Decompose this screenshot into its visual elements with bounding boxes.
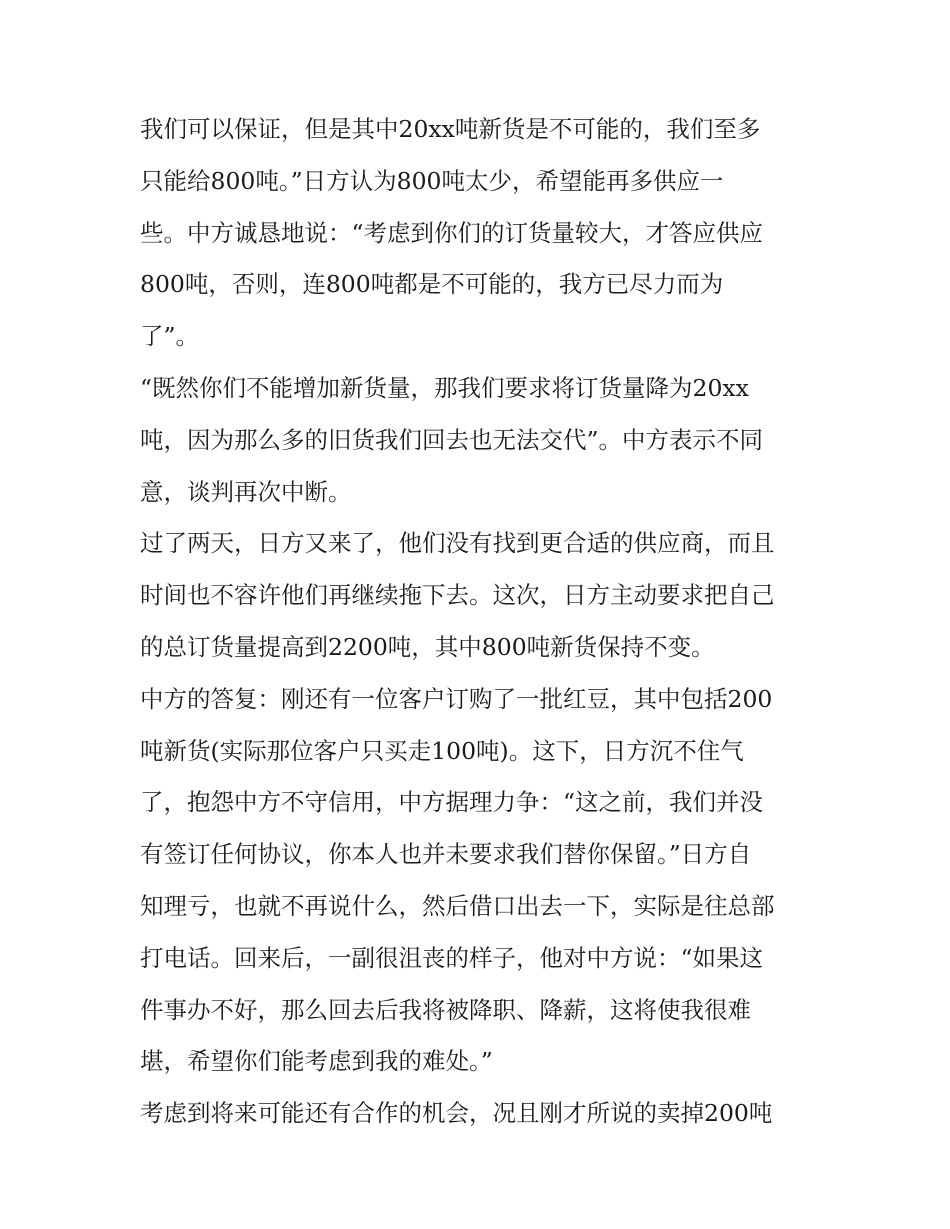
text-line: 吨新货(实际那位客户只买走100吨)。这下，日方沉不住气 xyxy=(140,736,744,765)
text-line: 意，谈判再次中断。 xyxy=(140,477,352,506)
text-line: 时间也不容许他们再继续拖下去。这次，日方主动要求把自己 xyxy=(140,581,775,610)
text-line: 吨，因为那么多的旧货我们回去也无法交代”。中方表示不同 xyxy=(140,425,764,454)
text-line: 有签订任何协议，你本人也并未要求我们替你保留。”日方自 xyxy=(140,840,752,869)
text-line: 件事办不好，那么回去后我将被降职、降薪，这将使我很难 xyxy=(140,995,751,1024)
text-line: “既然你们不能增加新货量，那我们要求将订货量降为20xx xyxy=(140,373,749,402)
text-line: 了，抱怨中方不守信用，中方据理力争：“这之前，我们并没 xyxy=(140,788,764,817)
text-line: 的总订货量提高到2200吨，其中800吨新货保持不变。 xyxy=(140,632,715,661)
text-line: 中方的答复：刚还有一位客户订购了一批红豆，其中包括200 xyxy=(140,684,773,713)
text-line: 知理亏，也就不再说什么，然后借口出去一下，实际是往总部 xyxy=(140,891,775,920)
text-line: 过了两天，日方又来了，他们没有找到更合适的供应商，而且 xyxy=(140,529,775,558)
text-line: 800吨，否则，连800吨都是不可能的，我方已尽力而为 xyxy=(140,270,724,299)
text-line: 些。中方诚恳地说：“考虑到你们的订货量较大，才答应供应 xyxy=(140,218,764,247)
text-line: 了”。 xyxy=(140,322,200,351)
text-line: 堪，希望你们能考虑到我的难处。” xyxy=(140,1047,493,1076)
text-line: 我们可以保证，但是其中20xx吨新货是不可能的，我们至多 xyxy=(140,115,761,143)
body-text xyxy=(140,104,820,1140)
text-line: 只能给800吨。”日方认为800吨太少，希望能再多供应一 xyxy=(140,166,724,195)
text-line: 考虑到将来可能还有合作的机会，况且刚才所说的卖掉200吨 xyxy=(140,1099,773,1128)
text-line: 打电话。回来后，一副很沮丧的样子，他对中方说：“如果这 xyxy=(140,943,764,972)
